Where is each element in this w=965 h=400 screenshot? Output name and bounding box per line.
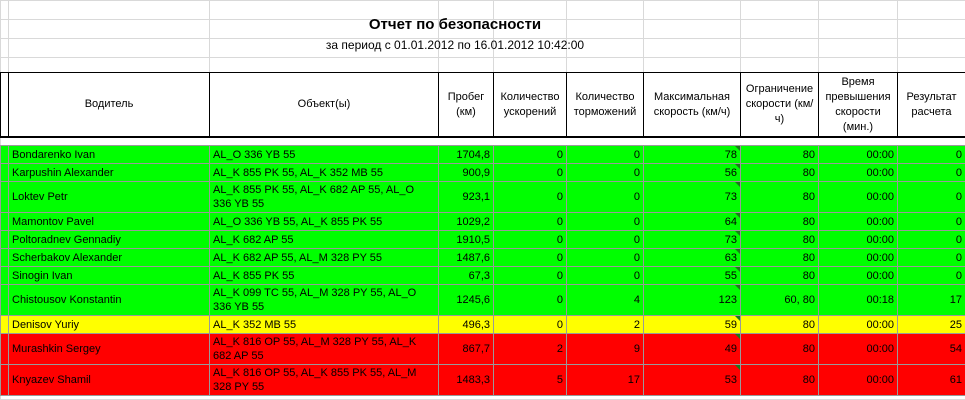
table-row[interactable] bbox=[1, 316, 965, 334]
cell-overspeed-time[interactable]: 00:00 bbox=[819, 182, 898, 213]
cell-objects[interactable]: AL_K 099 TC 55, AL_M 328 PY 55, AL_O 336 YB 55 bbox=[210, 285, 439, 316]
cell-result[interactable]: 25 bbox=[898, 316, 965, 334]
cell-result[interactable]: 0 bbox=[898, 231, 965, 249]
cell-speed-limit[interactable]: 80 bbox=[741, 316, 819, 334]
cell-brakings[interactable]: 0 bbox=[567, 231, 644, 249]
cell-accelerations[interactable]: 0 bbox=[494, 213, 567, 231]
cell-mileage[interactable]: 867,7 bbox=[439, 334, 494, 365]
cell-accelerations[interactable]: 0 bbox=[494, 249, 567, 267]
cell-mileage[interactable]: 1910,5 bbox=[439, 231, 494, 249]
cell-brakings[interactable]: 0 bbox=[567, 182, 644, 213]
cell-result[interactable]: 0 bbox=[898, 267, 965, 285]
cell-mileage[interactable]: 1487,6 bbox=[439, 249, 494, 267]
cell-brakings[interactable]: 17 bbox=[567, 365, 644, 396]
row-gutter bbox=[1, 182, 9, 213]
cell-overspeed-time[interactable]: 00:00 bbox=[819, 164, 898, 182]
safety-report-table bbox=[0, 72, 965, 396]
row-gutter bbox=[1, 334, 9, 365]
cell-mileage[interactable]: 1029,2 bbox=[439, 213, 494, 231]
cell-speed-limit[interactable]: 80 bbox=[741, 334, 819, 365]
cell-max-speed[interactable]: 123 bbox=[644, 285, 741, 316]
table-row[interactable] bbox=[1, 182, 965, 213]
cell-accelerations[interactable]: 0 bbox=[494, 285, 567, 316]
cell-speed-limit[interactable]: 80 bbox=[741, 164, 819, 182]
cell-driver[interactable]: Sinogin Ivan bbox=[9, 267, 210, 285]
cell-max-speed[interactable]: 78 bbox=[644, 146, 741, 164]
cell-speed-limit[interactable]: 80 bbox=[741, 231, 819, 249]
cell-objects[interactable]: AL_K 816 OP 55, AL_K 855 PK 55, AL_M 328 PY 55 bbox=[210, 365, 439, 396]
cell-driver[interactable]: Poltoradnev Gennadiy bbox=[9, 231, 210, 249]
table-row[interactable] bbox=[1, 267, 965, 285]
cell-accelerations[interactable]: 0 bbox=[494, 182, 567, 213]
cell-objects[interactable]: AL_K 855 PK 55 bbox=[210, 267, 439, 285]
cell-driver[interactable]: Knyazev Shamil bbox=[9, 365, 210, 396]
cell-driver[interactable]: Mamontov Pavel bbox=[9, 213, 210, 231]
row-gutter bbox=[1, 73, 9, 138]
header-objects[interactable]: Объект(ы) bbox=[210, 73, 439, 138]
cell-objects[interactable]: AL_K 682 AP 55 bbox=[210, 231, 439, 249]
header-driver[interactable]: Водитель bbox=[9, 73, 210, 138]
cell-overspeed-time[interactable]: 00:18 bbox=[819, 285, 898, 316]
row-gutter bbox=[1, 267, 9, 285]
cell-accelerations[interactable]: 0 bbox=[494, 164, 567, 182]
row-gutter bbox=[1, 146, 9, 164]
cell-brakings[interactable]: 9 bbox=[567, 334, 644, 365]
cell-driver[interactable]: Scherbakov Alexander bbox=[9, 249, 210, 267]
header-row bbox=[1, 73, 965, 138]
table-row[interactable] bbox=[1, 365, 965, 396]
cell-overspeed-time[interactable]: 00:00 bbox=[819, 231, 898, 249]
cell-objects[interactable]: AL_K 855 PK 55, AL_K 352 MB 55 bbox=[210, 164, 439, 182]
header-mileage[interactable]: Пробег (км) bbox=[439, 73, 494, 138]
cell-objects[interactable]: AL_O 336 YB 55 bbox=[210, 146, 439, 164]
cell-max-speed[interactable]: 53 bbox=[644, 365, 741, 396]
cell-objects[interactable]: AL_K 352 MB 55 bbox=[210, 316, 439, 334]
cell-max-speed[interactable]: 64 bbox=[644, 213, 741, 231]
cell-mileage[interactable]: 67,3 bbox=[439, 267, 494, 285]
row-gutter bbox=[1, 249, 9, 267]
cell-overspeed-time[interactable]: 00:00 bbox=[819, 249, 898, 267]
cell-mileage[interactable]: 1483,3 bbox=[439, 365, 494, 396]
cell-result[interactable]: 0 bbox=[898, 182, 965, 213]
spacer-row bbox=[1, 137, 965, 146]
cell-brakings[interactable]: 0 bbox=[567, 249, 644, 267]
cell-result[interactable]: 0 bbox=[898, 146, 965, 164]
cell-result[interactable]: 0 bbox=[898, 213, 965, 231]
cell-overspeed-time[interactable]: 00:00 bbox=[819, 316, 898, 334]
cell-result[interactable]: 17 bbox=[898, 285, 965, 316]
table-row[interactable] bbox=[1, 231, 965, 249]
cell-mileage[interactable]: 1704,8 bbox=[439, 146, 494, 164]
cell-objects[interactable]: AL_K 855 PK 55, AL_K 682 AP 55, AL_O 336 YB 55 bbox=[210, 182, 439, 213]
table-row[interactable] bbox=[1, 146, 965, 164]
cell-accelerations[interactable]: 5 bbox=[494, 365, 567, 396]
cell-overspeed-time[interactable]: 00:00 bbox=[819, 334, 898, 365]
cell-objects[interactable]: AL_K 682 AP 55, AL_M 328 PY 55 bbox=[210, 249, 439, 267]
cell-driver[interactable]: Loktev Petr bbox=[9, 182, 210, 213]
cell-brakings[interactable]: 0 bbox=[567, 213, 644, 231]
cell-max-speed[interactable]: 63 bbox=[644, 249, 741, 267]
cell-max-speed[interactable]: 56 bbox=[644, 164, 741, 182]
cell-speed-limit[interactable]: 80 bbox=[741, 267, 819, 285]
cell-result[interactable]: 61 bbox=[898, 365, 965, 396]
header-max-speed[interactable]: Максимальная скорость (км/ч) bbox=[644, 73, 741, 138]
cell-max-speed[interactable]: 59 bbox=[644, 316, 741, 334]
cell-max-speed[interactable]: 73 bbox=[644, 231, 741, 249]
cell-result[interactable]: 0 bbox=[898, 249, 965, 267]
cell-overspeed-time[interactable]: 00:00 bbox=[819, 267, 898, 285]
cell-mileage[interactable]: 900,9 bbox=[439, 164, 494, 182]
cell-brakings[interactable]: 0 bbox=[567, 146, 644, 164]
row-gutter bbox=[1, 316, 9, 334]
cell-result[interactable]: 54 bbox=[898, 334, 965, 365]
cell-overspeed-time[interactable]: 00:00 bbox=[819, 146, 898, 164]
cell-accelerations[interactable]: 0 bbox=[494, 316, 567, 334]
cell-max-speed[interactable]: 73 bbox=[644, 182, 741, 213]
table-row[interactable] bbox=[1, 213, 965, 231]
header-brakings[interactable]: Количество торможений bbox=[567, 73, 644, 138]
row-gutter bbox=[1, 164, 9, 182]
table-row[interactable] bbox=[1, 164, 965, 182]
cell-speed-limit[interactable]: 80 bbox=[741, 146, 819, 164]
cell-brakings[interactable]: 0 bbox=[567, 164, 644, 182]
cell-objects[interactable]: AL_K 816 OP 55, AL_M 328 PY 55, AL_K 682 AP 55 bbox=[210, 334, 439, 365]
cell-driver[interactable]: Murashkin Sergey bbox=[9, 334, 210, 365]
cell-result[interactable]: 0 bbox=[898, 164, 965, 182]
row-gutter bbox=[1, 231, 9, 249]
report-period: за период с 01.01.2012 по 16.01.2012 10:42:00 bbox=[325, 38, 585, 52]
cell-accelerations[interactable]: 0 bbox=[494, 267, 567, 285]
row-gutter bbox=[1, 213, 9, 231]
header-result[interactable]: Результат расчета bbox=[898, 73, 965, 138]
cell-speed-limit[interactable]: 60, 80 bbox=[741, 285, 819, 316]
cell-overspeed-time[interactable]: 00:00 bbox=[819, 365, 898, 396]
report-title: Отчет по безопасности bbox=[368, 16, 542, 33]
cell-speed-limit[interactable]: 80 bbox=[741, 213, 819, 231]
cell-mileage[interactable]: 496,3 bbox=[439, 316, 494, 334]
cell-accelerations[interactable]: 0 bbox=[494, 146, 567, 164]
cell-mileage[interactable]: 1245,6 bbox=[439, 285, 494, 316]
cell-overspeed-time[interactable]: 00:00 bbox=[819, 213, 898, 231]
cell-max-speed[interactable]: 55 bbox=[644, 267, 741, 285]
cell-driver[interactable]: Bondarenko Ivan bbox=[9, 146, 210, 164]
cell-brakings[interactable]: 4 bbox=[567, 285, 644, 316]
cell-speed-limit[interactable]: 80 bbox=[741, 182, 819, 213]
cell-max-speed[interactable]: 49 bbox=[644, 334, 741, 365]
table-row[interactable] bbox=[1, 285, 965, 316]
cell-driver[interactable]: Denisov Yuriy bbox=[9, 316, 210, 334]
cell-speed-limit[interactable]: 80 bbox=[741, 365, 819, 396]
cell-accelerations[interactable]: 2 bbox=[494, 334, 567, 365]
cell-driver[interactable]: Karpushin Alexander bbox=[9, 164, 210, 182]
header-overspeed-time[interactable]: Время превышения скорости (мин.) bbox=[819, 73, 898, 138]
cell-mileage[interactable]: 923,1 bbox=[439, 182, 494, 213]
table-row[interactable] bbox=[1, 249, 965, 267]
cell-accelerations[interactable]: 0 bbox=[494, 231, 567, 249]
cell-brakings[interactable]: 2 bbox=[567, 316, 644, 334]
cell-objects[interactable]: AL_O 336 YB 55, AL_K 855 PK 55 bbox=[210, 213, 439, 231]
cell-brakings[interactable]: 0 bbox=[567, 267, 644, 285]
header-accelerations[interactable]: Количество ускорений bbox=[494, 73, 567, 138]
header-speed-limit[interactable]: Ограничение скорости (км/ч) bbox=[741, 73, 819, 138]
cell-speed-limit[interactable]: 80 bbox=[741, 249, 819, 267]
row-gutter bbox=[1, 365, 9, 396]
cell-driver[interactable]: Chistousov Konstantin bbox=[9, 285, 210, 316]
table-row[interactable] bbox=[1, 334, 965, 365]
row-gutter bbox=[1, 285, 9, 316]
